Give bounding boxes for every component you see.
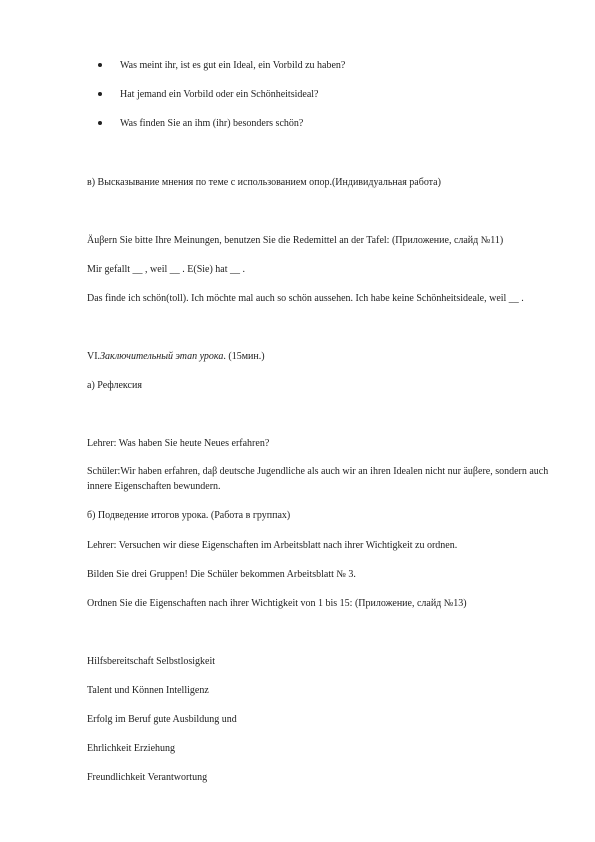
list-item: Was finden Sie an ihm (ihr) besonders schön? — [104, 116, 303, 131]
stage-heading: VI.Заключительный этап урока. (15мин.) — [87, 351, 265, 362]
list-item: Was meint ihr, ist es gut ein Ideal, ein Vorbild zu haben? — [104, 58, 345, 73]
list-item: Hat jemand ein Vorbild oder ein Schönheitsideal? — [104, 87, 318, 102]
quality-item: Talent und Können Intelligenz — [87, 685, 209, 696]
stage-title: Заключительный этап урока — [100, 351, 224, 362]
instruction-paragraph: Bilden Sie drei Gruppen! Die Schüler bekommen Arbeitsblatt № 3. — [87, 569, 356, 580]
instruction-paragraph: Ordnen Sie die Eigenschaften nach ihrer Wichtigkeit von 1 bis 15: (Приложение, слайд №13) — [87, 598, 467, 609]
quality-item: Hilfsbereitschaft Selbstlosigkeit — [87, 656, 216, 667]
dialogue-line: Lehrer: Was haben Sie heute Neues erfahren? — [87, 438, 270, 449]
bullet-icon — [98, 92, 102, 96]
bullet-icon — [98, 121, 102, 125]
quality-item: Ehrlichkeit Erziehung — [87, 743, 176, 754]
dialogue-line: Schüler:Wir haben erfahren, daβ deutsche Jugendliche als auch wir an ihren Idealen nicht nur äuβere, sondern auch innere Eigenschaften bewundern. — [87, 466, 549, 492]
phrase-paragraph: Das finde ich schön(toll). Ich möchte mal auch so schön aussehen. Ich habe keine Schönheitsideale, weil __ . — [87, 293, 524, 304]
instruction-paragraph: Äuβern Sie bitte Ihre Meinungen, benutzen Sie die Redemittel an der Tafel: (Приложение, слайд №11) — [87, 235, 504, 246]
section-heading-a: а) Рефлексия — [87, 380, 142, 391]
quality-item: Erfolg im Beruf gute Ausbildung und — [87, 714, 237, 725]
bullet-icon — [98, 63, 102, 67]
section-heading-b: б) Подведение итогов урока. (Работа в группах) — [87, 510, 291, 521]
phrase-paragraph: Mir gefallt __ , weil __ . E(Sie) hat __ . — [87, 264, 246, 275]
dialogue-line: Lehrer: Versuchen wir diese Eigenschaften im Arbeitsblatt nach ihrer Wichtigkeit zu ordnen. — [87, 540, 458, 551]
section-heading-v: в) Высказывание мнения по теме с использованием опор.(Индивидуальная работа) — [87, 177, 441, 188]
quality-item: Freundlichkeit Verantwortung — [87, 772, 208, 783]
